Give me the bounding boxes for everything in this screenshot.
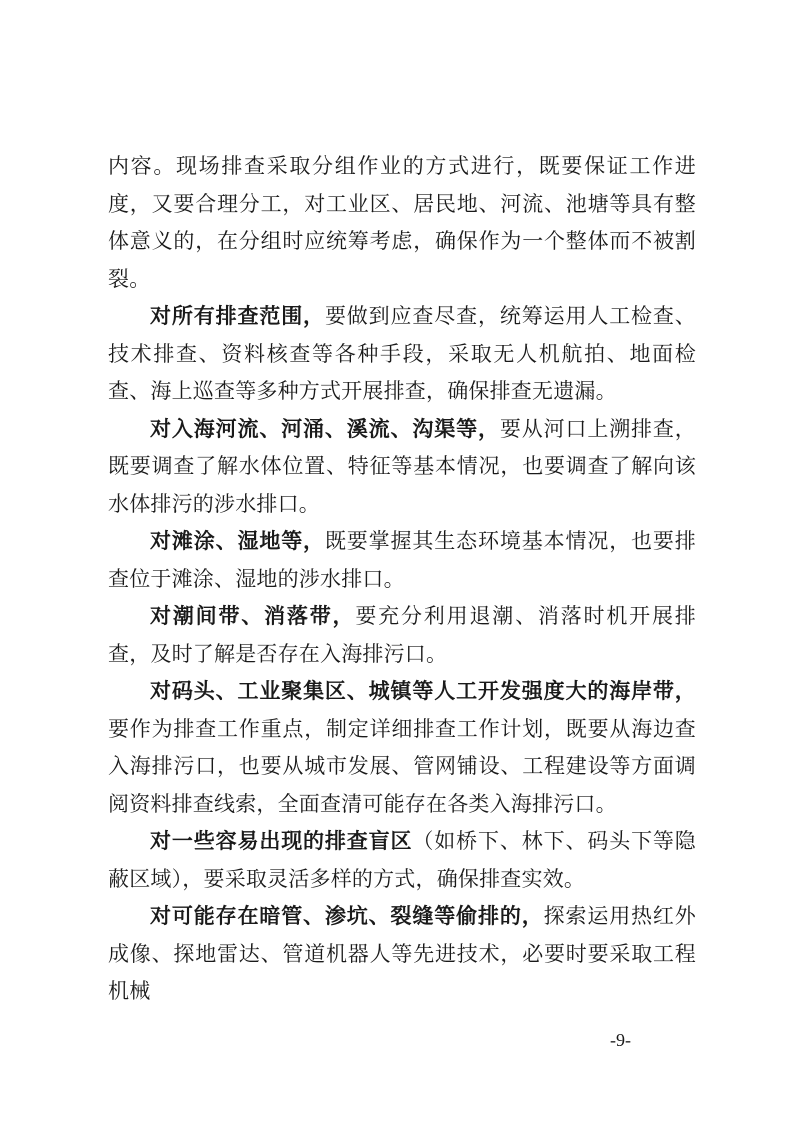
body-text xyxy=(108,148,696,1011)
paragraph-coastal-zones xyxy=(108,673,696,823)
paragraph-lead: 对潮间带、消落带， xyxy=(150,604,356,628)
paragraph-text: 探索运用热红外成像、探地雷达、管道机器人等先进技术，必要时要采取工程机械 xyxy=(108,904,696,1003)
paragraph-hidden-discharge xyxy=(108,898,696,1011)
paragraph-lead: 对可能存在暗管、渗坑、裂缝等偷排的， xyxy=(150,904,544,928)
paragraph-continuation xyxy=(108,148,696,298)
paragraph-intertidal xyxy=(108,598,696,673)
paragraph-lead: 对一些容易出现的排查盲区 xyxy=(150,829,413,853)
paragraph-wetlands xyxy=(108,523,696,598)
page-number: -9- xyxy=(610,1030,631,1050)
paragraph-lead: 对滩涂、湿地等， xyxy=(150,529,325,553)
paragraph-text: 既要掌握其生态环境基本情况，也要排查位于滩涂、湿地的涉水排口。 xyxy=(108,529,696,591)
paragraph-text: 内容。现场排查采取分组作业的方式进行，既要保证工作进度，又要合理分工，对工业区、居民地、河流、池塘等具有整体意义的，在分组时应统筹考虑，确保作为一个整体而不被割裂。 xyxy=(108,154,696,291)
paragraph-text: （如桥下、林下、码头下等隐蔽区域），要采取灵活多样的方式，确保排查实效。 xyxy=(108,829,696,891)
paragraph-blind-spots xyxy=(108,823,696,898)
paragraph-lead: 对入海河流、河涌、溪流、沟渠等， xyxy=(150,416,500,441)
paragraph-lead: 对码头、工业聚集区、城镇等人工开发强度大的海岸带， xyxy=(150,679,696,703)
paragraph-text: 要作为排查工作重点，制定详细排查工作计划，既要从海边查入海排污口，也要从城市发展、管网铺设、工程建设等方面调阅资料排查线索，全面查清可能存在各类入海排污口。 xyxy=(108,716,696,816)
paragraph-text: 要做到应查尽查，统筹运用人工检查、技术排查、资料核查等各种手段，采取无人机航拍、地面检查、海上巡查等多种方式开展排查，确保排查无遗漏。 xyxy=(108,304,696,403)
paragraph-scope xyxy=(108,298,696,411)
paragraph-text: 要从河口上溯排查，既要调查了解水体位置、特征等基本情况，也要调查了解向该水体排污的涉水排口。 xyxy=(108,416,696,516)
paragraph-rivers xyxy=(108,411,696,524)
paragraph-text: 要充分利用退潮、消落时机开展排查，及时了解是否存在入海排污口。 xyxy=(108,604,696,666)
paragraph-lead: 对所有排查范围， xyxy=(150,304,325,328)
